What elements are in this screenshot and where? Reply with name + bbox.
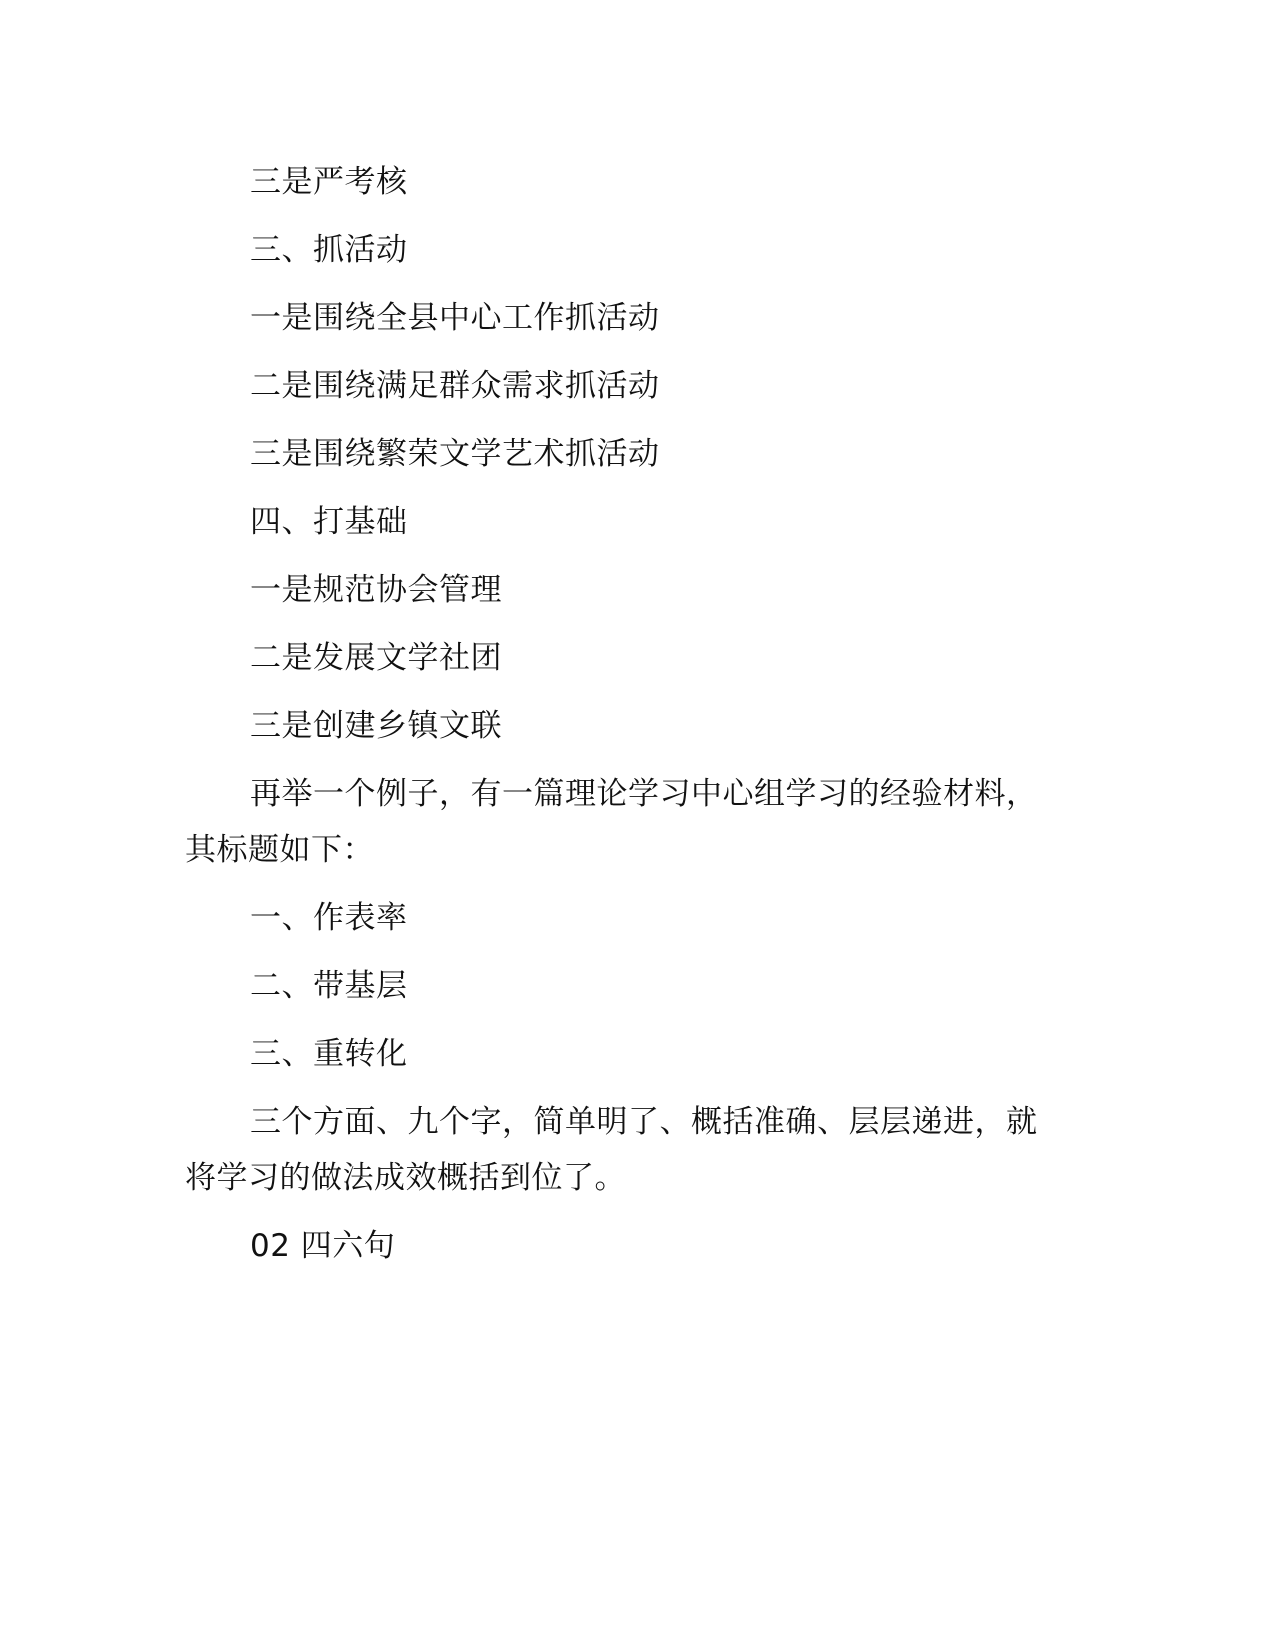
section-heading: 三、抓活动: [250, 232, 408, 268]
paragraph-line: 三个方面、九个字，简单明了、概括准确、层层递进，就: [250, 1104, 1038, 1140]
text-line: 一是规范协会管理: [250, 572, 502, 608]
text-line: 二是围绕满足群众需求抓活动: [250, 368, 660, 404]
text-line: 二是发展文学社团: [250, 640, 502, 676]
paragraph-line: 将学习的做法成效概括到位了。: [185, 1160, 626, 1196]
section-heading: 02 四六句: [250, 1228, 396, 1264]
text-line: 三是严考核: [250, 164, 408, 200]
text-line: 三、重转化: [250, 1036, 408, 1072]
paragraph-line: 再举一个例子，有一篇理论学习中心组学习的经验材料，: [250, 776, 1038, 812]
text-line: 三是创建乡镇文联: [250, 708, 502, 744]
text-line: 一、作表率: [250, 900, 408, 936]
paragraph-line: 其标题如下：: [185, 832, 374, 868]
text-line: 二、带基层: [250, 968, 408, 1004]
text-line: 一是围绕全县中心工作抓活动: [250, 300, 660, 336]
section-heading: 四、打基础: [250, 504, 408, 540]
text-line: 三是围绕繁荣文学艺术抓活动: [250, 436, 660, 472]
